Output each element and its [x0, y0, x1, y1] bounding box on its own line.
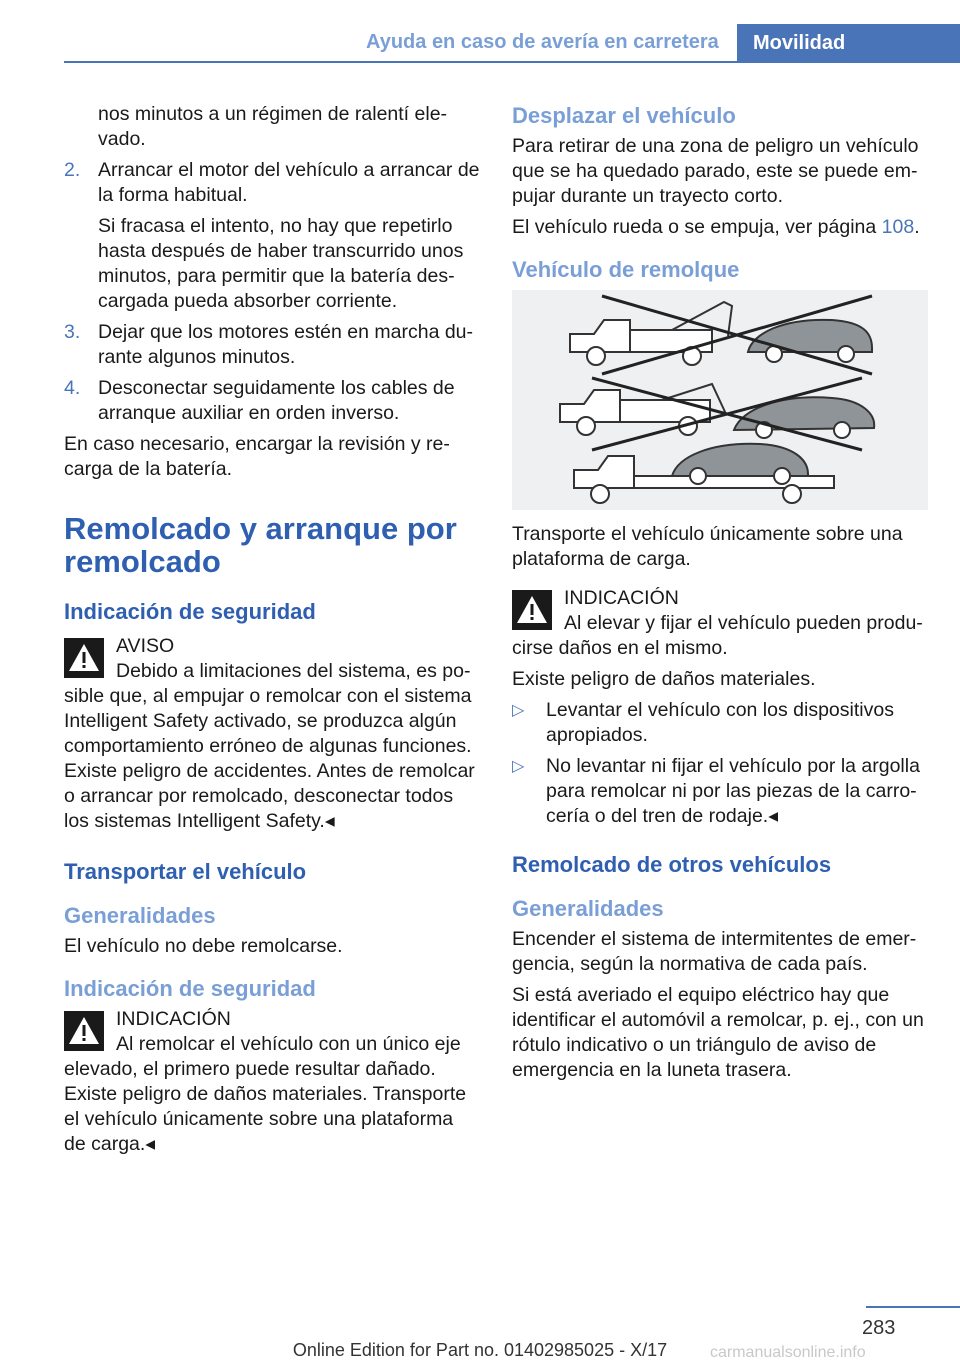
continued-text: nos minutos a un régimen de ralentí elevado. [98, 103, 448, 150]
paragraph-mark-vehicle: Si está averiado el equipo eléctrico hay que identificar el automóvil a remolcar, p. ej., con un rótulo indicativo o un triángulo de aviso de emergencia en la luneta trasera. [512, 984, 924, 1081]
watermark: carmanualsonline.info [710, 1344, 866, 1361]
bullet-triangle-icon: ▷ [512, 702, 525, 719]
page-reference-link[interactable]: 108 [881, 216, 915, 238]
list-item-step-3 [64, 320, 480, 370]
step-number: 3. [64, 321, 81, 343]
notice-title: AVISO [116, 635, 175, 657]
header-chapter-label: Movilidad [753, 32, 846, 54]
footer-rule [866, 1306, 960, 1308]
page-number: 283 [862, 1317, 896, 1339]
subheading-general: Generalidades [64, 903, 216, 928]
figure-caption: Transporte el vehículo únicamente sobre una plataforma de carga. [512, 523, 903, 570]
list-item-continuation [64, 102, 480, 152]
paragraph-no-towing: El vehículo no debe remolcarse. [64, 935, 343, 957]
left-column [64, 102, 480, 1163]
list-item-step-2 [64, 158, 480, 208]
right-column [512, 102, 928, 1089]
step-text: Dejar que los motores estén en marcha durante algunos minutos. [98, 321, 474, 368]
notice-text: Debido a limitaciones del sistema, es posible que, al empujar o remolcar con el sistema Intelligent Safety activado, se produzca algún comportamiento erróneo de algunas funciones. Existe peligro de accidentes. Antes de remolcar o arrancar por remolcado, desconectar todos los sistemas Intelligent Safety.◂ [64, 660, 475, 832]
subheading-general-2: Generalidades [512, 896, 664, 921]
subheading-safety: Indicación de seguridad [64, 599, 316, 624]
warning-triangle-icon [64, 638, 104, 678]
subheading-transport: Transportar el vehículo [64, 859, 307, 884]
tow-truck-illustration [512, 290, 928, 510]
paragraph-move: Para retirar de una zona de peligro un vehículo que se ha quedado parado, este se puede empujar durante un trayecto corto. [512, 135, 919, 207]
step-number: 2. [64, 159, 81, 181]
bullet-item-no-tow-eye [512, 754, 928, 829]
warning-triangle-icon [64, 1011, 104, 1051]
list-item-step-2-sub [64, 214, 480, 314]
bullet-text: No levantar ni fijar el vehículo por la argolla para remolcar ni por las piezas de la carrocería o del tren de rodaje.◂ [546, 755, 920, 827]
bullet-text: Levantar el vehículo con los dispositivos apropiados. [546, 699, 894, 746]
bullet-item-lift-devices [512, 698, 928, 748]
car-towed-graphic [734, 397, 874, 438]
paragraph-page-reference [512, 215, 928, 240]
notice-text: Al remolcar el vehículo con un único eje elevado, el primero puede resultar dañado. Existe peligro de daños materiales. Transporte el vehículo únicamente sobre una plataforma de carga.◂ [64, 1033, 467, 1155]
bullet-triangle-icon: ▷ [512, 758, 525, 775]
lifting-notice [512, 586, 928, 661]
edition-footer: Online Edition for Part no. 01402985025 - X/17 [292, 1340, 668, 1360]
notice-text: Al elevar y fijar el vehículo pueden producirse daños en el mismo. [512, 612, 923, 659]
header-rule [64, 61, 960, 63]
reference-suffix: . [914, 216, 920, 238]
subheading-move-vehicle: Desplazar el vehículo [512, 103, 736, 128]
notice-title: INDICACIÓN [564, 587, 679, 609]
header-chapter-tab [737, 24, 960, 62]
paragraph-battery-check: En caso necesario, encargar la revisión y recarga de la batería. [64, 433, 450, 480]
warning-triangle-icon [512, 590, 552, 630]
subheading-safety-2: Indicación de seguridad [64, 976, 316, 1001]
paragraph-hazard-lights: Encender el sistema de intermitentes de emergencia, según la normativa de cada país. [512, 928, 917, 975]
tow-methods-diagram [512, 290, 928, 510]
section-heading-towing: Remolcado y arranque por remolcado [64, 511, 457, 579]
caution-notice [64, 1007, 480, 1157]
step-text: Arrancar el motor del vehículo a arrancar de la forma habitual. [98, 159, 480, 206]
subheading-tow-vehicle: Vehículo de remolque [512, 257, 740, 282]
step-number: 4. [64, 377, 81, 399]
step-text: Desconectar seguidamente los cables de arranque auxiliar en orden inverso. [98, 377, 455, 424]
list-item-step-4 [64, 376, 480, 426]
subheading-tow-other: Remolcado de otros vehículos [512, 852, 832, 877]
warning-notice [64, 634, 480, 834]
paragraph-damage-risk: Existe peligro de daños materiales. [512, 668, 816, 690]
notice-title: INDICACIÓN [116, 1008, 231, 1030]
header-section-title: Ayuda en caso de avería en carretera [366, 31, 719, 53]
step-subtext: Si fracasa el intento, no hay que repetirlo hasta después de haber transcurrido unos minutos, para permitir que la batería descargada pueda absorber corriente. [98, 215, 464, 312]
reference-prefix: El vehículo rueda o se empuja, ver página [512, 216, 882, 238]
